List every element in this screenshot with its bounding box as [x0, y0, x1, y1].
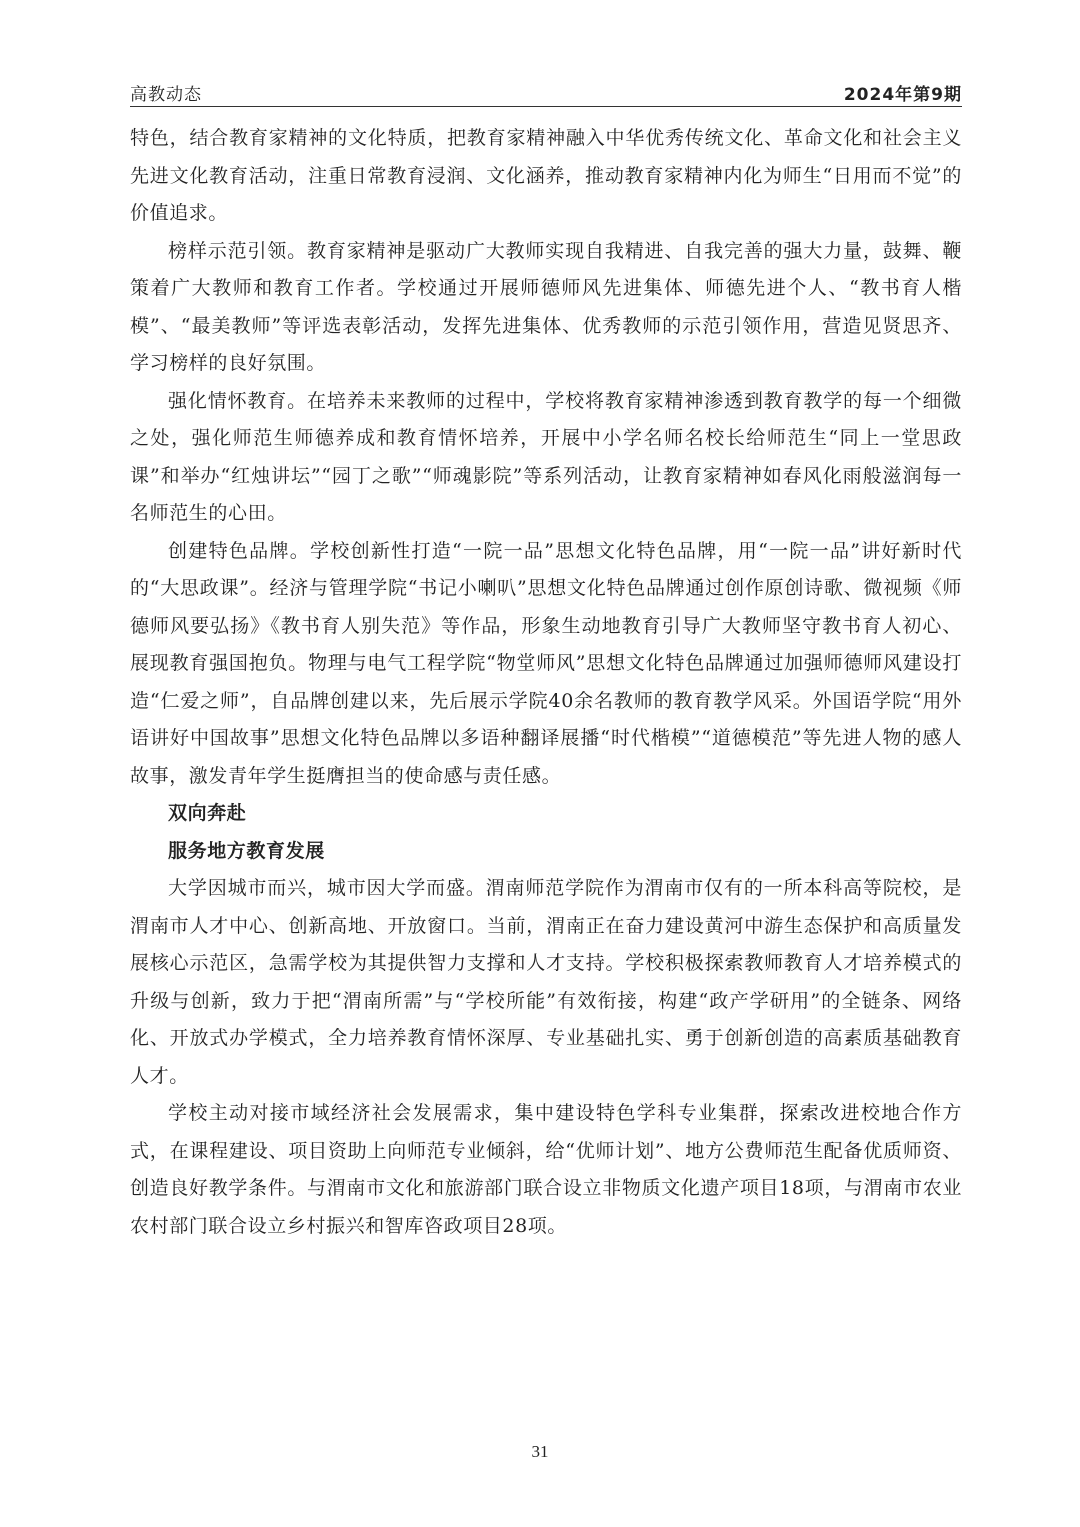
page-number: 31: [531, 1442, 549, 1461]
article-body: [130, 120, 962, 1245]
paragraph-role-model: 榜样示范引领。教育家精神是驱动广大教师实现自我精进、自我完善的强大力量，鼓舞、鞭策着广大教师和教育工作者。学校通过开展师德师风先进集体、师德先进个人、“教书育人楷模”、“最美教师”等评选表彰活动，发挥先进集体、优秀教师的示范引领作用，营造见贤思齐、学习榜样的良好氛围。: [130, 239, 962, 374]
issue-label: 2024年第9期: [843, 85, 962, 105]
section-heading: 双向奔赴: [168, 802, 247, 824]
paragraph-featured-brand: 创建特色品牌。学校创新性打造“一院一品”思想文化特色品牌，用“一院一品”讲好新时代的“大思政课”。经济与管理学院“书记小喇叭”思想文化特色品牌通过创作原创诗歌、微视频《师德师风要弘扬》《教书育人别失范》等作品，形象生动地教育引导广大教师坚守教书育人初心、展现教育强国抱负。物理与电气工程学院“物堂师风”思想文化特色品牌通过加强师德师风建设打造“仁爱之师”，自品牌创建以来，先后展示学院40余名教师的教育教学风采。外国语学院“用外语讲好中国故事”思想文化特色品牌以多语种翻译展播“时代楷模”“道德模范”等先进人物的感人故事，激发青年学生挺膺担当的使命感与责任感。: [130, 539, 962, 787]
paragraph-city-university: 大学因城市而兴，城市因大学而盛。渭南师范学院作为渭南市仅有的一所本科高等院校，是渭南市人才中心、创新高地、开放窗口。当前，渭南正在奋力建设黄河中游生态保护和高质量发展核心示范区，急需学校为其提供智力支撑和人才支持。学校积极探索教师教育人才培养模式的升级与创新，致力于把“渭南所需”与“学校所能”有效衔接，构建“政产学研用”的全链条、网络化、开放式办学模式，全力培养教育情怀深厚、专业基础扎实、勇于创新创造的高素质基础教育人才。: [130, 877, 962, 1087]
paragraph-continuation: 特色，结合教育家精神的文化特质，把教育家精神融入中华优秀传统文化、革命文化和社会主义先进文化教育活动，注重日常教育浸润、文化涵养，推动教育家精神内化为师生“日用而不觉”的价值追求。: [130, 127, 962, 224]
paragraph-regional-needs: 学校主动对接市域经济社会发展需求，集中建设特色学科专业集群，探索改进校地合作方式，在课程建设、项目资助上向师范专业倾斜，给“优师计划”、地方公费师范生配备优质师资、创造良好教学条件。与渭南市文化和旅游部门联合设立非物质文化遗产项目18项，与渭南市农业农村部门联合设立乡村振兴和智库咨政项目28项。: [130, 1102, 962, 1237]
running-header: [130, 78, 962, 106]
paragraph-sentiment-education: 强化情怀教育。在培养未来教师的过程中，学校将教育家精神渗透到教育教学的每一个细微之处，强化师范生师德养成和教育情怀培养，开展中小学名师名校长给师范生“同上一堂思政课”和举办“红烛讲坛”“园丁之歌”“师魂影院”等系列活动，让教育家精神如春风化雨般滋润每一名师范生的心田。: [130, 389, 962, 524]
subsection-heading: 服务地方教育发展: [168, 839, 325, 862]
journal-title: 高教动态: [130, 85, 202, 105]
header-divider: [130, 106, 962, 107]
